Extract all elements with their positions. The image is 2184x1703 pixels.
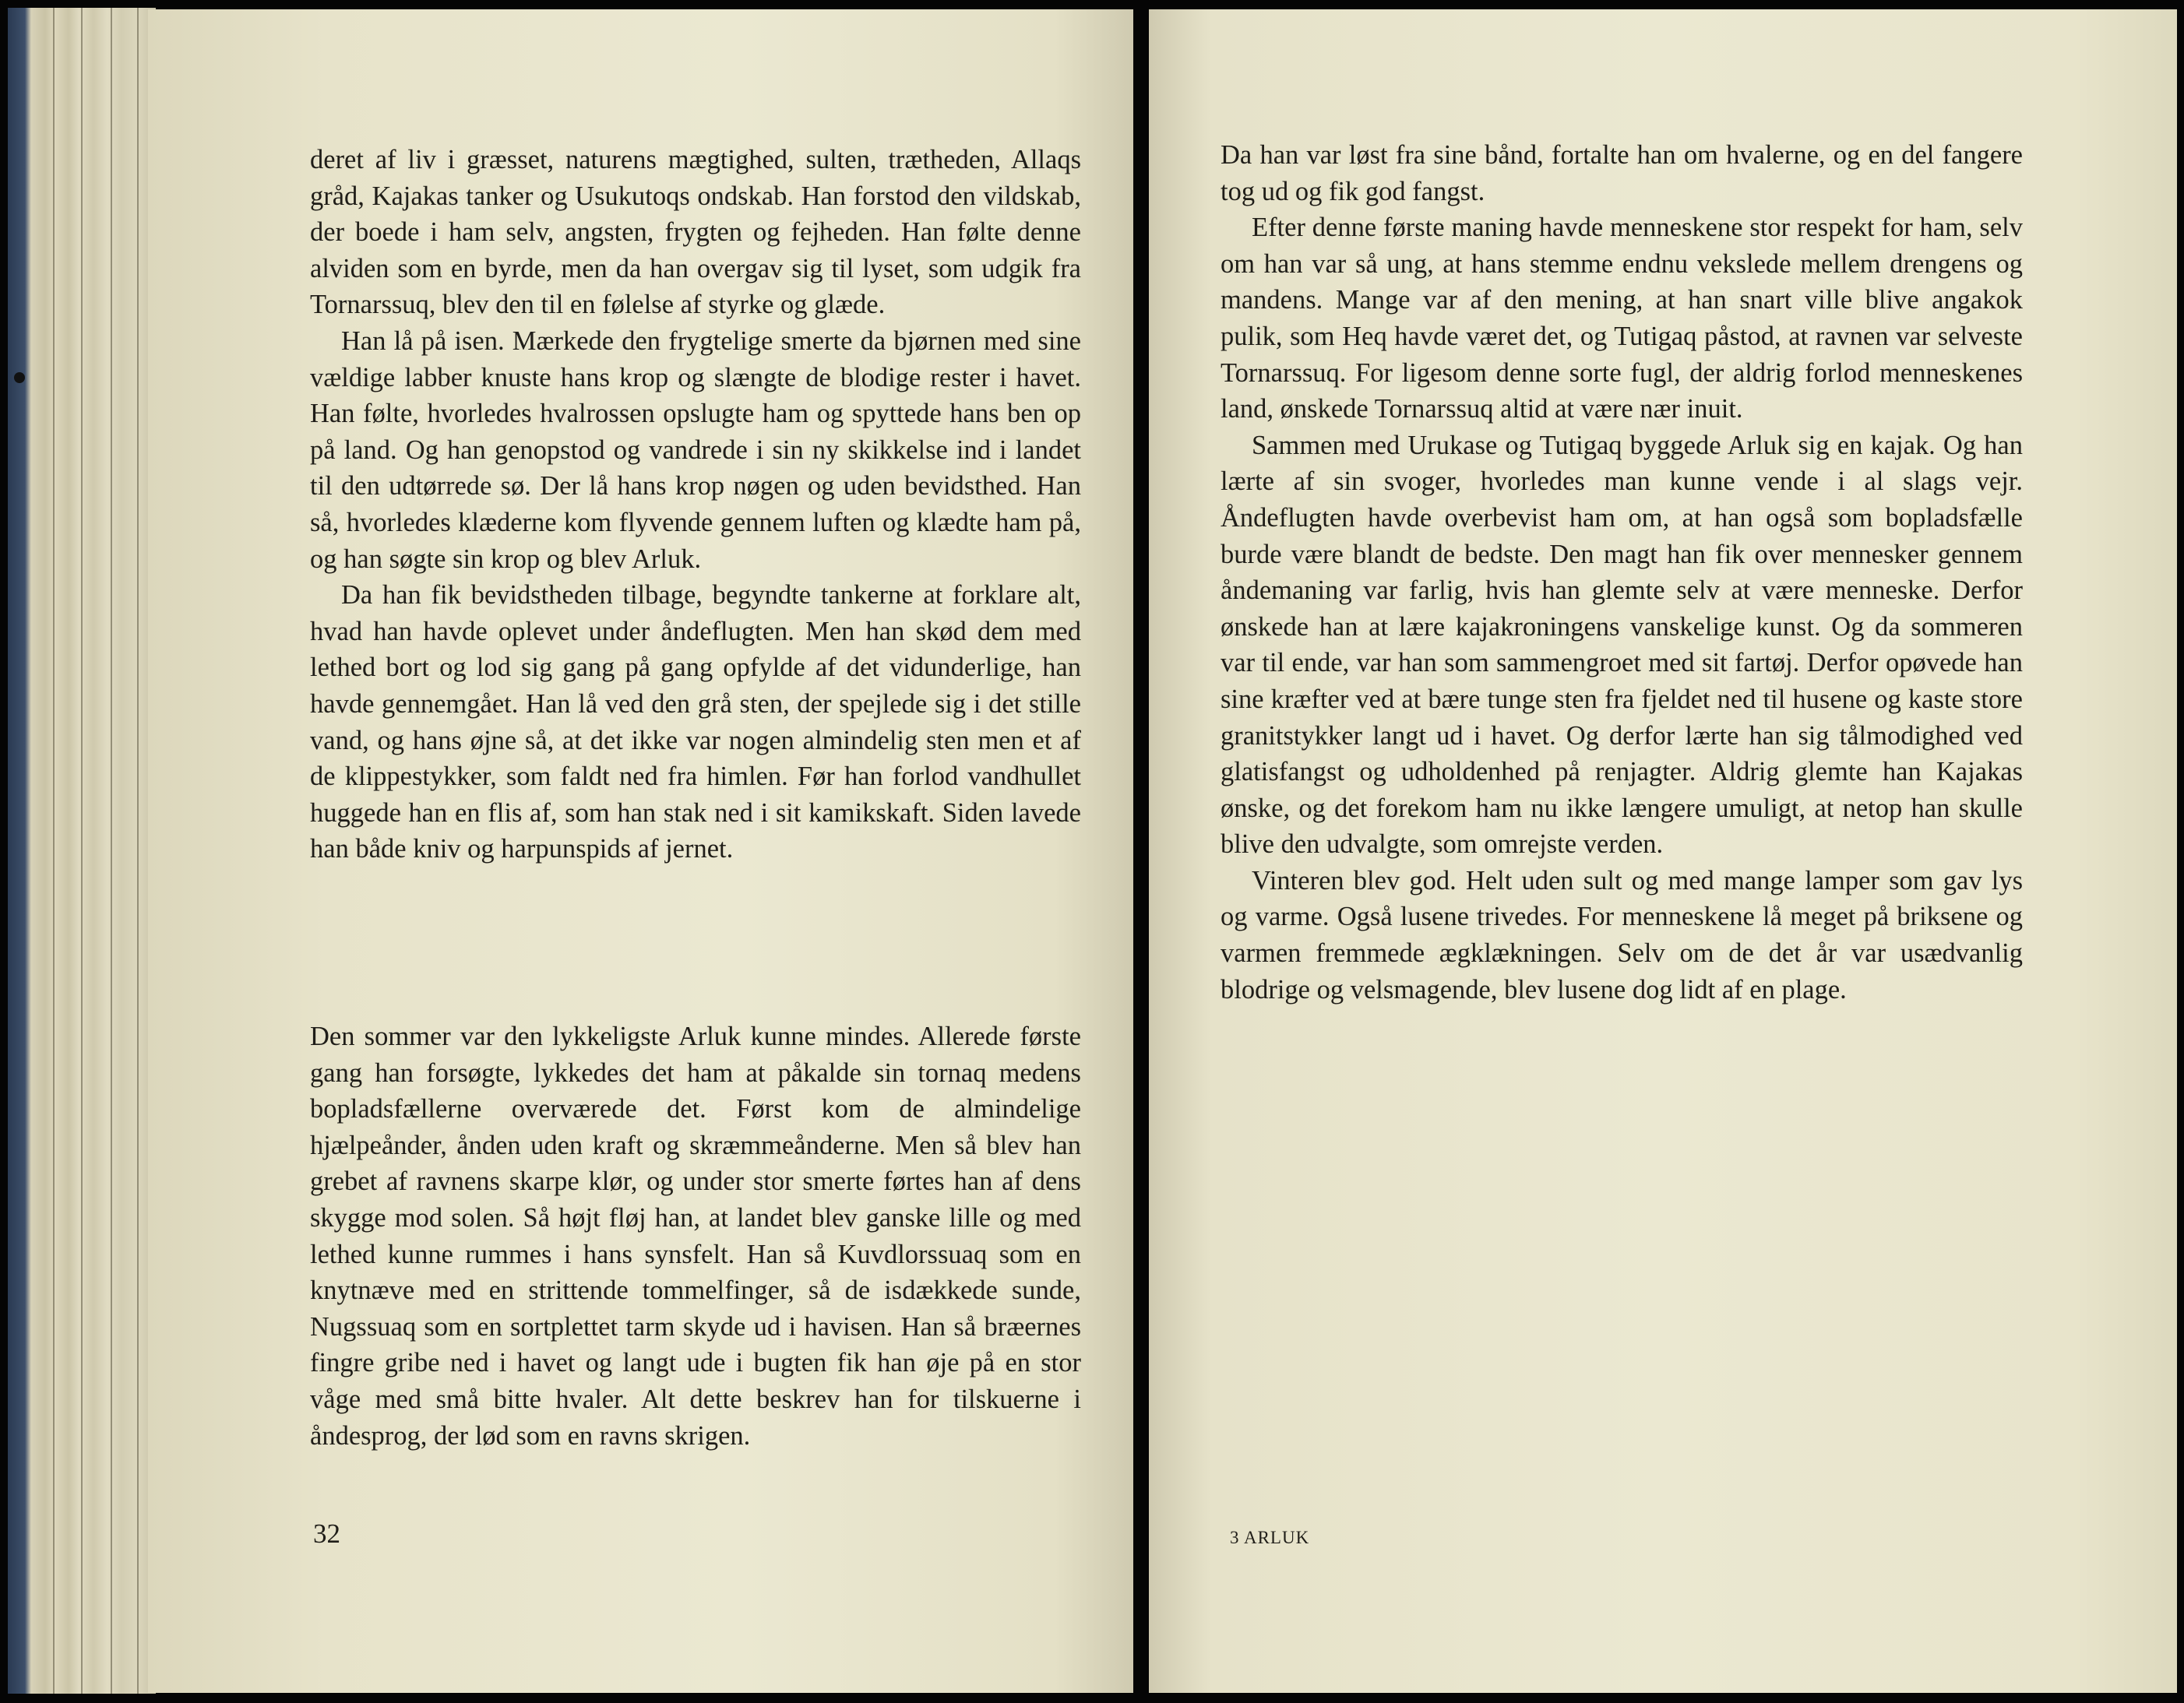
page-edge-line bbox=[111, 8, 112, 1694]
left-page-text bbox=[310, 142, 1081, 867]
paragraph: Da han var løst fra sine bånd, fortalte han om hvalerne, og en del fangere tog ud og fik god fangst. bbox=[1221, 140, 2023, 206]
ink-speck bbox=[14, 372, 25, 383]
paragraph: Efter denne første maning havde menneskene stor respekt for ham, selv om han var så ung, at hans stemme endnu vekslede mellem drengens og mandens. Mange var af den mening, at han snart ville blive angakok pulik, som Heq havde været det, og Tutigaq påstod, at ravnen var selveste Tornarssuq. For ligesom denne sorte fugl, der aldrig forlod menneskenes land, ønskede Tornarssuq altid at være nær inuit. bbox=[1221, 213, 2023, 424]
signature-mark: 3 ARLUK bbox=[1230, 1528, 1310, 1547]
page-edge-line bbox=[81, 8, 83, 1694]
paragraph: Den sommer var den lykkeligste Arluk kunne mindes. Allerede første gang han forsøgte, lykkedes det ham at påkalde sin tornaq medens bopladsfællerne overværede det. Først kom de almindelige hjælpeånder, ånden uden kraft og skræmmeånderne. Men så blev han grebet af ravnens skarpe klør, og under stor smerte førtes han af dens skygge mod solen. Så højt fløj han, at landet blev ganske lille og med lethed kunne rummes i hans synsfelt. Han så Kuvdlorssuaq som en knytnæve med en strittende tommelfinger, så de isdækkede sunde, Nugssuaq som en sortplettet tarm skyde ud i havisen. Han så bræernes fingre gribe ned i havet og langt ude i bugten fik han øje på en stor våge med små bitte hvaler. Alt dette beskrev han for tilskuerne i åndesprog, der lød som en ravns skrigen. bbox=[310, 1022, 1081, 1451]
paragraph: Sammen med Urukase og Tutigaq byggede Arluk sig en kajak. Og han lærte af sin svoger, hvorledes man kunne vende i al slags vejr. Åndeflugten havde overbevist ham om, at han også som bopladsfælle burde være blandt de bedste. Den magt han fik over mennesker gennem åndemaning var farlig, hvis han glemte selv at være menneske. Derfor ønskede han at lære kajakroningens vanskelige kunst. Og da sommeren var til ende, var han som sammengroet med sit fartøj. Derfor opøvede han sine kræfter ved at bære tunge sten fra fjeldet ned til husene og kaste store granitstykker langt ud i havet. Og derfor lærte han sig tålmodighed ved glatisfangst og udholdenhed på renjagter. Aldrig glemte han Kajakas ønske, og det forekom ham nu ikke længere umuligt, at netop han skulle blive den udvalgte, som omrejste verden. bbox=[1221, 430, 2023, 860]
paragraph: Han lå på isen. Mærkede den frygtelige smerte da bjørnen med sine vældige labber knuste hans krop og slængte de blodige rester i havet. Han følte, hvorledes hvalrossen opslugte ham og spyttede hans ben op på land. Og han genopstod og vandrede i sin ny skikkelse ind i landet til den udtørrede sø. Der lå hans krop nøgen og uden bevidsthed. Han så, hvorledes klæderne kom flyvende gennem luften og klædte ham på, og han søgte sin krop og blev Arluk. bbox=[310, 325, 1081, 574]
left-page bbox=[148, 9, 1133, 1693]
paragraph: deret af liv i græsset, naturens mægtighed, sulten, trætheden, Allaqs gråd, Kajakas tanker og Usukutoqs ondskab. Han forstod den vildskab, der boede i ham selv, angsten, frygten og fejheden. Han følte denne alviden som en byrde, men da han overgav sig til lyset, som udgik fra Tornarssuq, blev den til en følelse af styrke og glæde. bbox=[310, 145, 1081, 320]
paragraph: Vinteren blev god. Helt uden sult og med mange lamper som gav lys og varme. Også lusene trivedes. For menneskene lå meget på briksene og varmen fremmede ægklækningen. Selv om de det år var usædvanlig blodrige og velsmagende, blev lusene dog lidt af en plage. bbox=[1221, 865, 2023, 1005]
paragraph: Da han fik bevidstheden tilbage, begyndte tankerne at forklare alt, hvad han havde oplevet under åndeflugten. Men han skød dem med lethed bort og lod sig gang på gang opfylde af det vidunderlige, han havde gennemgået. Han lå ved den grå sten, der spejlede sig i det stille vand, og hans øjne så, at det ikke var nogen almindelig sten men et af de klippestykker, som faldt ned fra himlen. Før han forlod vandhullet huggede han en flis af, som han stak ned i sit kamikskaft. Siden lavede han både kniv og harpunspids af jernet. bbox=[310, 580, 1081, 864]
page-edge-line bbox=[53, 8, 55, 1694]
right-page bbox=[1149, 9, 2177, 1693]
page-number: 32 bbox=[313, 1518, 340, 1549]
page-edge-line bbox=[137, 8, 139, 1694]
left-page-text-section bbox=[310, 1019, 1081, 1454]
right-page-text bbox=[1221, 137, 2023, 1008]
